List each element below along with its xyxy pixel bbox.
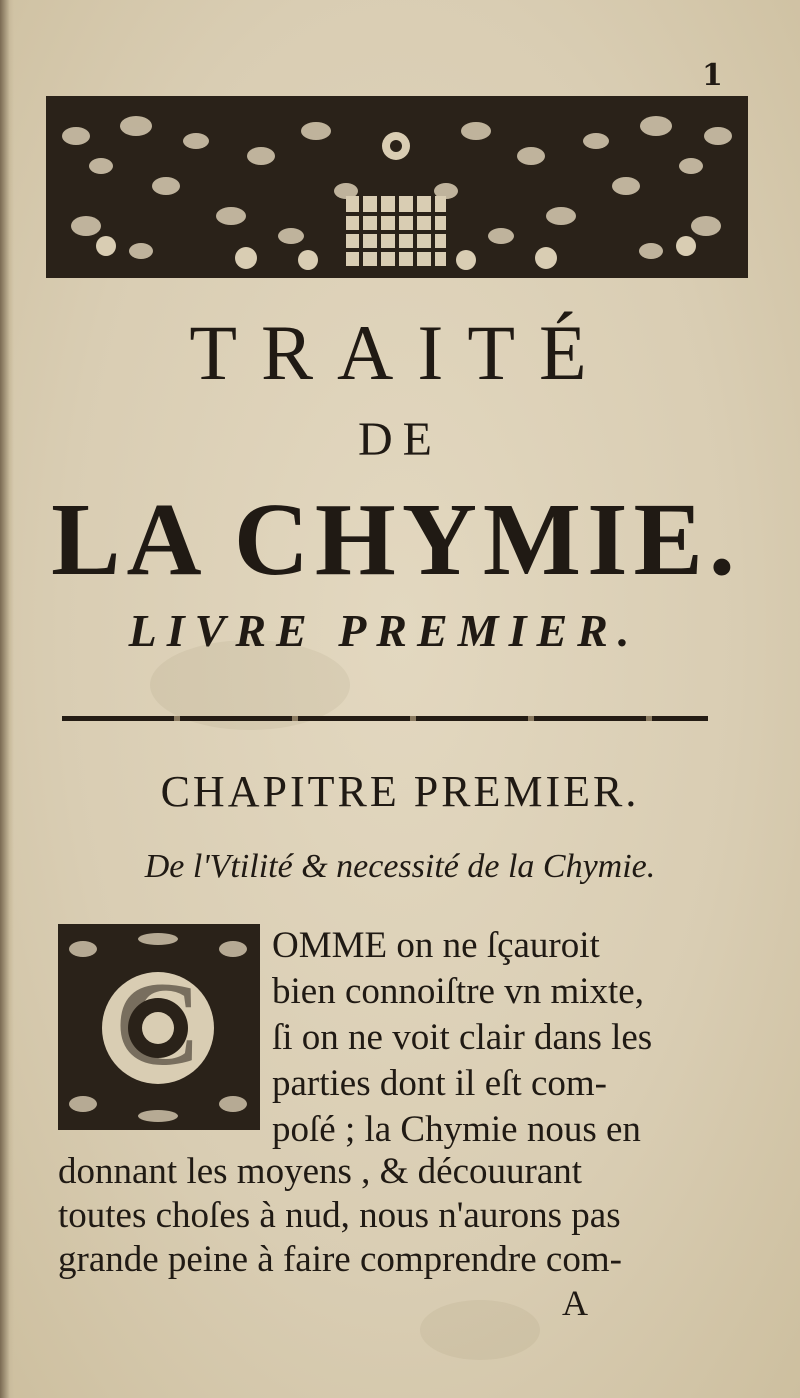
title-la-chymie: LA CHYMIE. xyxy=(51,482,741,597)
text-line: toutes choſes à nud, nous n'aurons pas xyxy=(58,1195,621,1236)
catchword: A xyxy=(562,1283,588,1323)
paper-stain xyxy=(420,1300,540,1360)
text-line: poſé ; la Chymie nous en xyxy=(272,1109,641,1150)
text-line: OMME on ne ſçauroit xyxy=(272,925,600,966)
title-livre-premier: LIVRE PREMIER. xyxy=(128,605,640,656)
text-line: grande peine à faire comprendre com- xyxy=(58,1239,622,1280)
text-line: donnant les moyens , & découurant xyxy=(58,1151,583,1192)
dropcap-letter: C xyxy=(114,957,202,1090)
title-traite: TRAITÉ xyxy=(189,309,611,396)
text-line: ſi on ne voit clair dans les xyxy=(272,1017,653,1058)
horizontal-rule xyxy=(62,716,708,721)
floral-headpiece-ornament xyxy=(46,96,748,278)
dropcap-ornament xyxy=(58,924,260,1130)
title-de: DE xyxy=(358,413,442,466)
text-line: bien connoiſtre vn mixte, xyxy=(272,971,644,1012)
chapter-title: CHAPITRE PREMIER. xyxy=(160,767,640,816)
page-number: 1 xyxy=(702,58,723,93)
text-line: parties dont il eſt com- xyxy=(272,1063,607,1104)
chapter-subtitle: De l'Vtilité & necessité de la Chymie. xyxy=(144,848,656,885)
page-edge-shadow xyxy=(0,0,14,1398)
